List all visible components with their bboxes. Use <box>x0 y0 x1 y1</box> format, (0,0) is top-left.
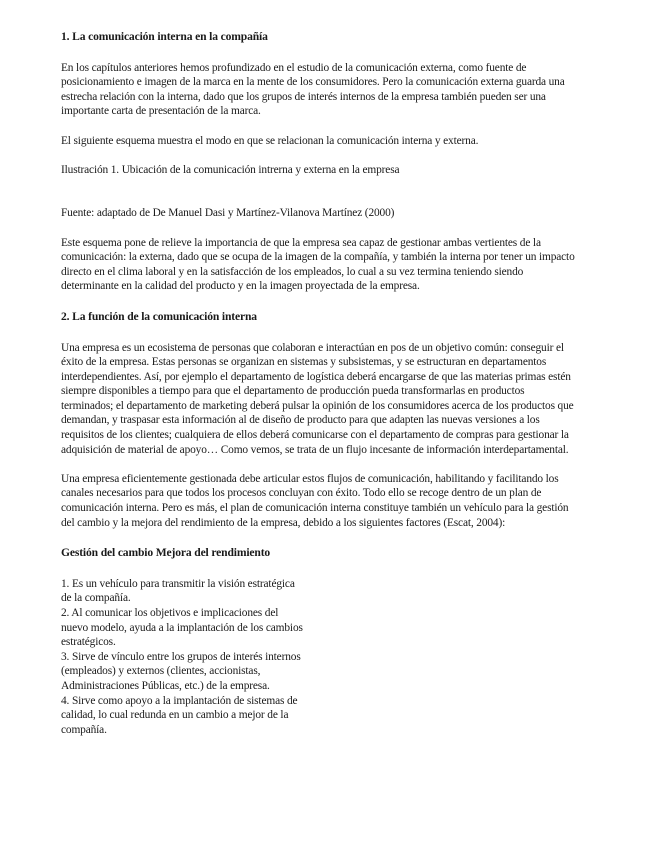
section-1-paragraph-2: El siguiente esquema muestra el modo en que se relacionan la comunicación interna y externa. <box>61 134 479 147</box>
figure-source: Fuente: adaptado de De Manuel Dasi y Martínez-Vilanova Martínez (2000) <box>61 207 395 220</box>
section-2-heading: 2. La función de la comunicación interna <box>61 309 257 323</box>
factors-table-heading: Gestión del cambio Mejora del rendimiento <box>61 546 271 560</box>
factors-list <box>61 577 306 738</box>
list-item: 2. Al comunicar los objetivos e implicaciones del nuevo modelo, ayuda a la implantación de los cambios estratégicos. <box>61 607 303 649</box>
list-item: 3. Sirve de vínculo entre los grupos de interés internos (empleados) y externos (clientes, accionistas, Administraciones Públicas, etc.) de la empresa. <box>61 650 301 692</box>
list-item: 1. Es un vehículo para transmitir la visión estratégica de la compañía. <box>61 577 295 605</box>
section-2-paragraph-2: Una empresa eficientemente gestionada debe articular estos flujos de comunicación, habilitando y facilitando los canales necesarios para que todos los procesos concluyan con éxito. Todo ello se recoge dentro de un plan de comunicación interna. Pero es más, el plan de comunicación interna constituye también un vehículo para la gestión del cambio y la mejora del rendimiento de la empresa, debido a los siguientes factores (Escat, 2004): <box>61 472 569 529</box>
section-1-paragraph-1: En los capítulos anteriores hemos profundizado en el estudio de la comunicación externa, como fuente de posicionamiento e imagen de la marca en la mente de los consumidores. Pero la comunicación externa guarda una estrecha relación con la interna, dado que los grupos de interés internos de la empresa también pueden ser una importante carta de presentación de la marca. <box>61 61 565 118</box>
document-page <box>61 30 575 737</box>
figure-caption: Ilustración 1. Ubicación de la comunicación intrerna y externa en la empresa <box>61 163 400 176</box>
section-1-paragraph-3: Este esquema pone de relieve la importancia de que la empresa sea capaz de gestionar ambas vertientes de la comunicación: la externa, dado que se ocupa de la imagen de la compañía, y también la interna por tener un impacto directo en el clima laboral y en la satisfacción de los empleados, lo cual a su vez termina teniendo siendo determinante en la calidad del producto y en la imagen proyectada de la empresa. <box>61 236 575 293</box>
section-2-paragraph-1: Una empresa es un ecosistema de personas que colaboran e interactúan en pos de un objetivo común: conseguir el éxito de la empresa. Estas personas se organizan en sistemas y subsistemas, y se estructuran en departamentos interdependientes. Así, por ejemplo el departamento de logística deberá encargarse de que las materias primas estén siempre disponibles a tiempo para que el departamento de producción pueda transformarlas en productos terminados; el departamento de marketing deberá pulsar la opinión de los consumidores acerca de los productos que demandan, y traspasar esta información al de diseño de producto para que adapten las nuevas versiones a los requisitos de los clientes; cualquiera de ellos deberá comunicarse con el departamento de compras para gestionar la adquisición de material de apoyo… Como vemos, se trata de un flujo incesante de información interdepartamental. <box>61 341 574 456</box>
section-1-heading: 1. La comunicación interna en la compañía <box>61 30 268 43</box>
list-item: 4. Sirve como apoyo a la implantación de sistemas de calidad, lo cual redunda en un cambio a mejor de la compañía. <box>61 694 298 736</box>
